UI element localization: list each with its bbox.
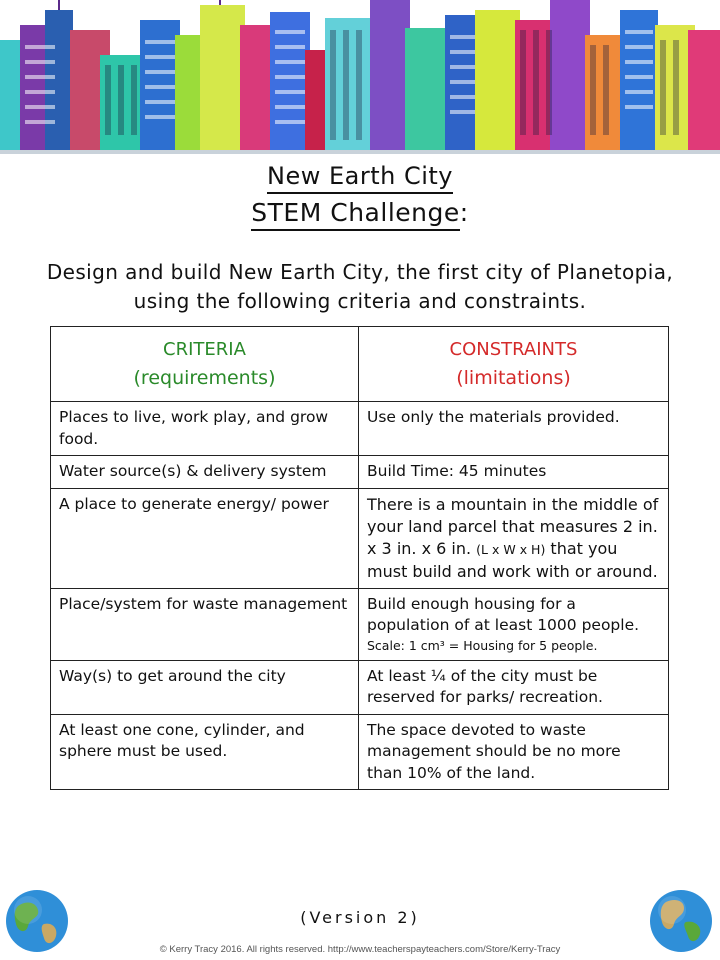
constraint-cell (359, 588, 669, 660)
constraint-dimensions-note: (L x W x H) (476, 541, 546, 557)
criteria-cell: A place to generate energy/ power (51, 488, 359, 588)
page-title-line1 (0, 162, 720, 190)
constraint-cell (359, 488, 669, 588)
table-row (51, 456, 669, 489)
constraint-cell: Build Time: 45 minutes (359, 456, 669, 489)
constraint-cell: Use only the materials provided. (359, 402, 669, 456)
criteria-header-label: CRITERIA (163, 339, 246, 360)
constraints-header (359, 327, 669, 402)
constraints-header-sub: (limitations) (456, 367, 571, 389)
scale-note: Scale: 1 cm³ = Housing for 5 people. (367, 637, 598, 653)
constraint-cell: At least ¼ of the city must be reserved for parks/ recreation. (359, 660, 669, 714)
title-new-earth-city: New Earth City (267, 162, 453, 194)
intro-text: Design and build New Earth City, the first city of Planetopia, using the following criteria and constraints. (46, 260, 674, 313)
table-row (51, 660, 669, 714)
page-title-line2 (0, 198, 720, 227)
criteria-cell: Water source(s) & delivery system (51, 456, 359, 489)
title-stem-challenge: STEM Challenge (251, 198, 459, 231)
criteria-cell: Way(s) to get around the city (51, 660, 359, 714)
table-row (51, 488, 669, 588)
table-row (51, 714, 669, 790)
constraint-text: Build enough housing for a population of at least 1000 people. (367, 594, 640, 634)
criteria-cell: Places to live, work play, and grow food. (51, 402, 359, 456)
criteria-constraints-table (50, 326, 669, 790)
skyline-illustration (0, 0, 720, 150)
table-row (51, 588, 669, 660)
title-colon: : (459, 198, 469, 227)
criteria-cell: At least one cone, cylinder, and sphere must be used. (51, 714, 359, 790)
table-header-row (51, 327, 669, 402)
constraint-text-after: that you must build and work with or around. (367, 538, 658, 581)
criteria-cell: Place/system for waste management (51, 588, 359, 660)
city-skyline-banner (0, 0, 720, 154)
copyright-footer: © Kerry Tracy 2016. All rights reserved. http://www.teacherspayteachers.com/Store/Kerry-Tracy (159, 944, 561, 955)
table-row (51, 402, 669, 456)
criteria-header (51, 327, 359, 402)
criteria-header-sub: (requirements) (133, 367, 276, 389)
constraints-header-label: CONSTRAINTS (449, 339, 578, 360)
version-label: (Version 2) (300, 908, 420, 927)
constraint-text: There is a mountain in the middle of your land parcel that measures 2 in. x 3 in. x 6 in. (367, 494, 659, 558)
constraint-cell: The space devoted to waste management should be no more than 10% of the land. (359, 714, 669, 790)
